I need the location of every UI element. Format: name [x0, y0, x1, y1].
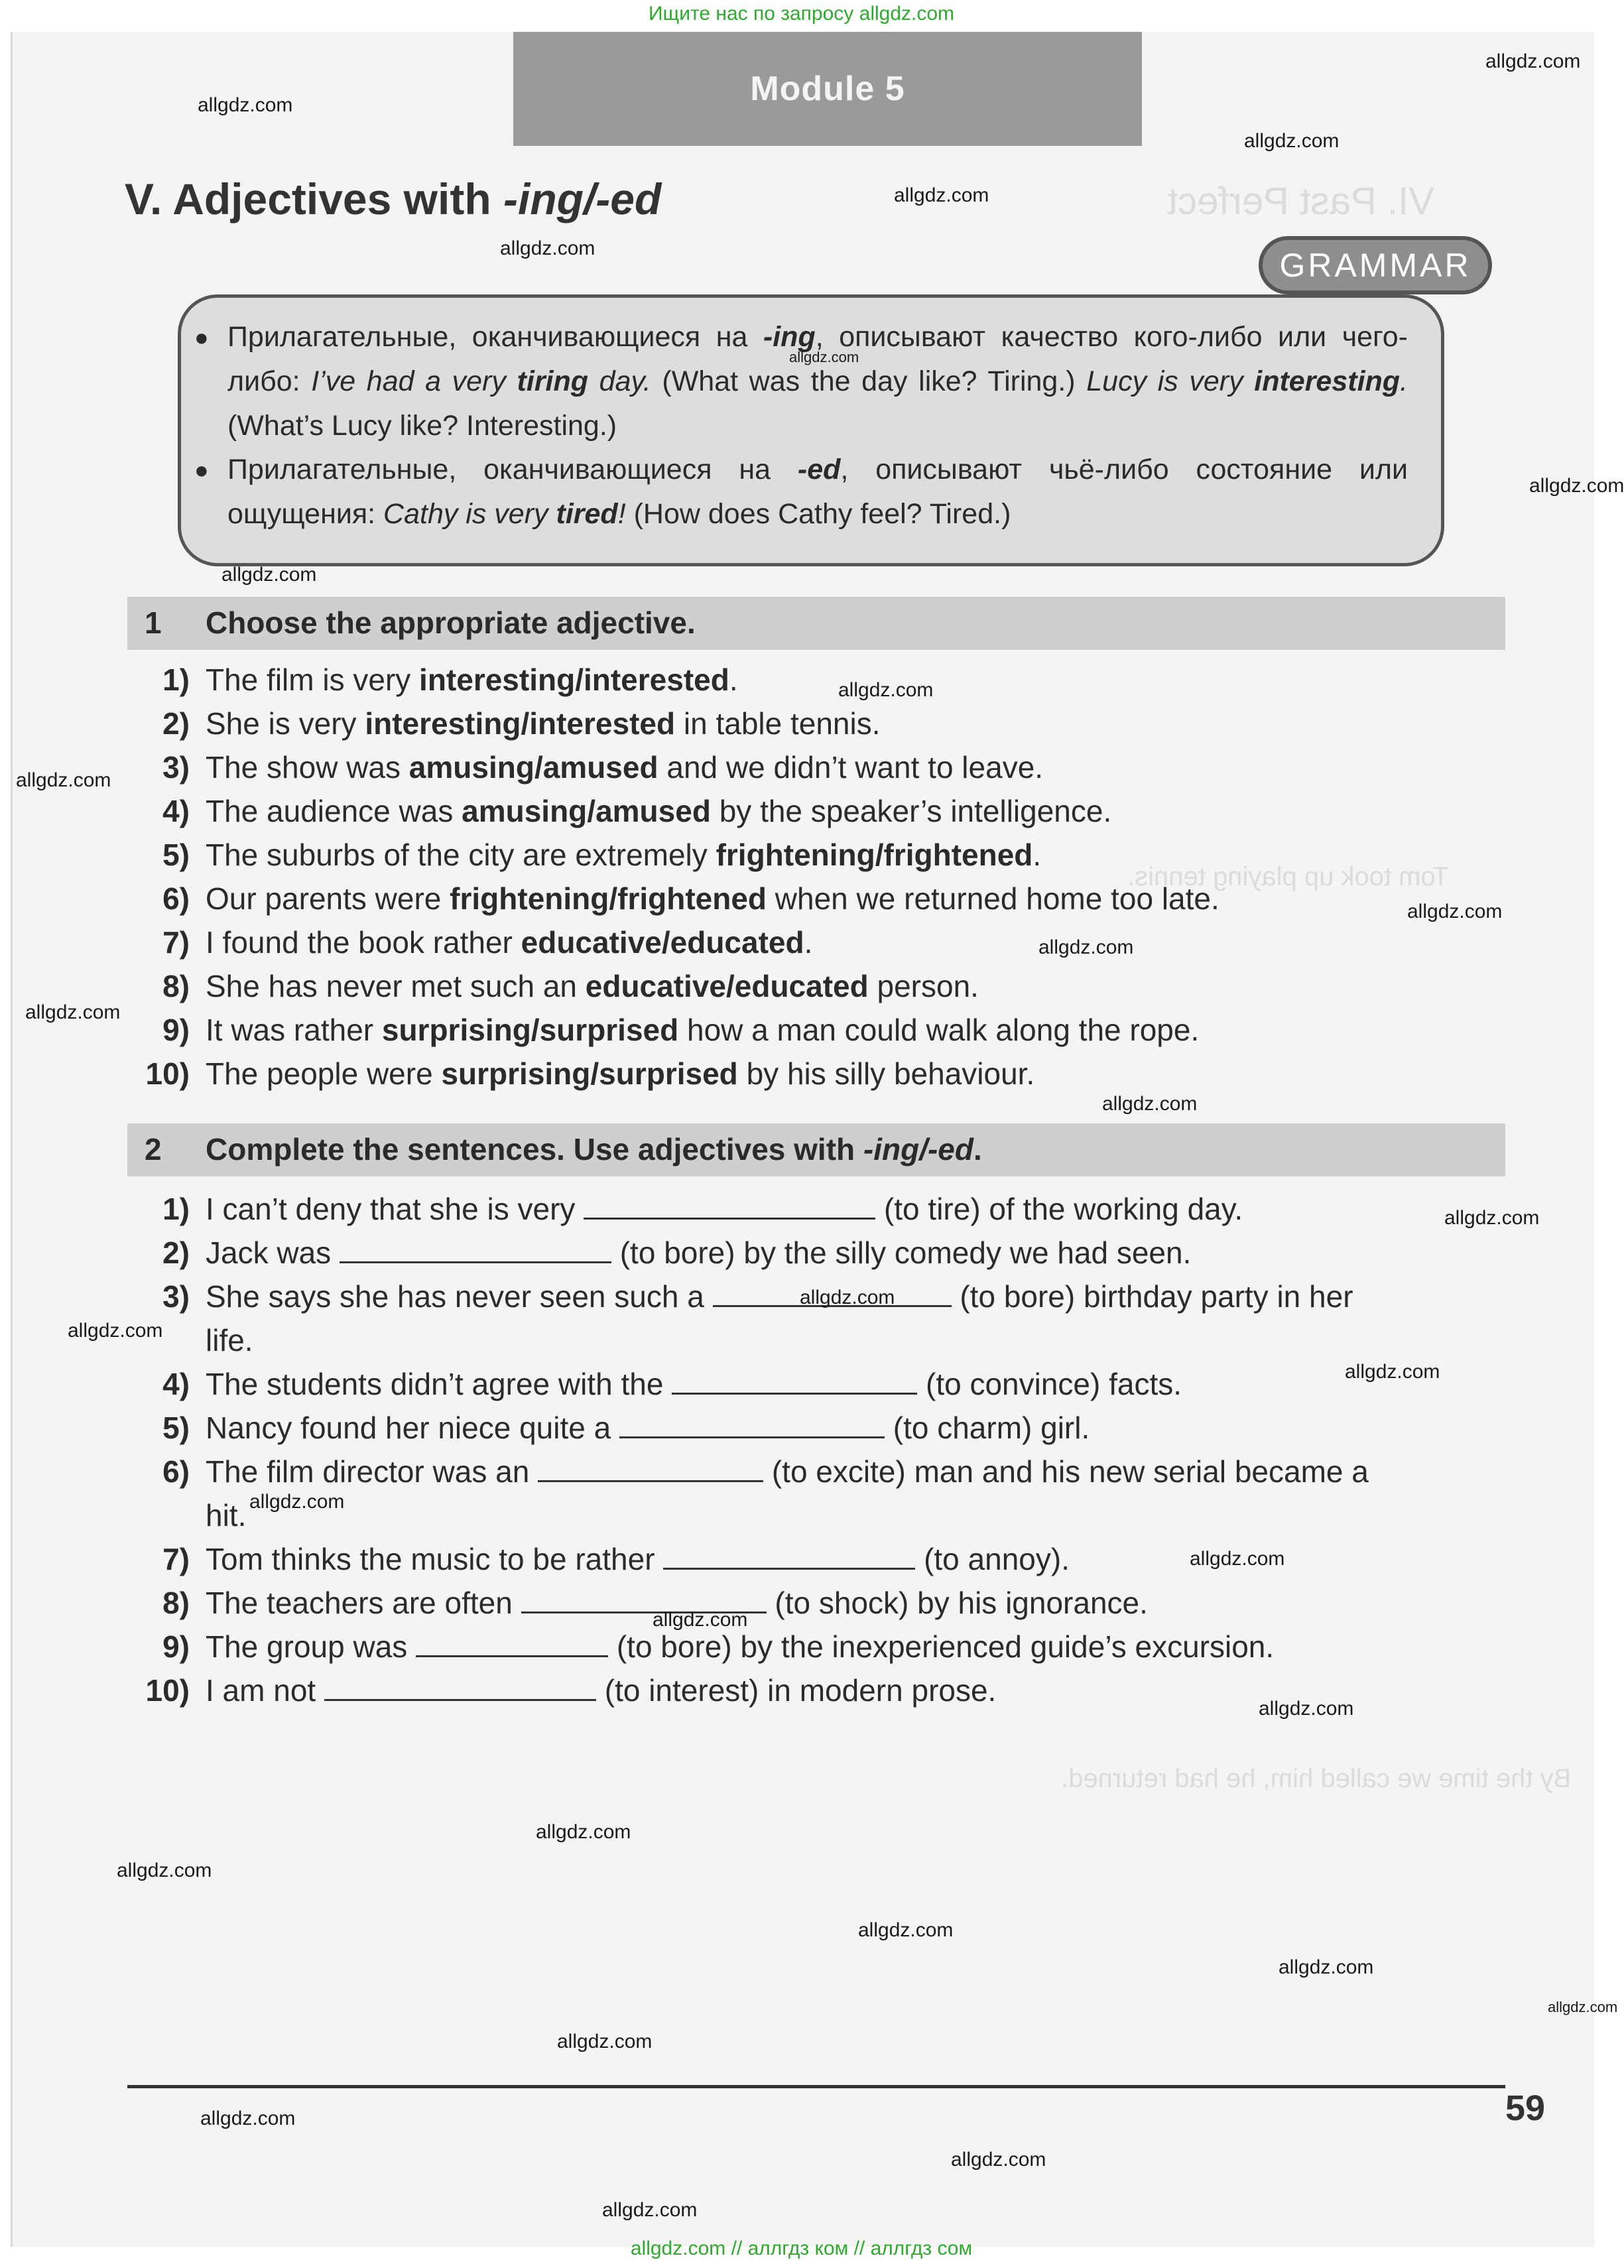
- watermark: allgdz.com: [1244, 130, 1340, 152]
- rule-ed: ● Прилагательные, оканчивающиеся на -ed, описывают чьё-либо состояние или ощущения: Cathy is very tired! (How does Cathy feel? Tired.): [227, 448, 1408, 536]
- watermark: allgdz.com: [789, 349, 859, 365]
- exercise-number: 1: [145, 605, 162, 640]
- adjective-choice: frightening/frightened: [716, 838, 1033, 872]
- answer-blank[interactable]: [324, 1672, 596, 1701]
- watermark: allgdz.com: [500, 237, 595, 259]
- watermark: allgdz.com: [200, 2108, 296, 2129]
- watermark: allgdz.com: [1444, 1207, 1540, 1229]
- page-title: V. Adjectives with -ing/-ed: [125, 174, 662, 223]
- exercise-title: Choose the appropriate adjective.: [206, 605, 696, 640]
- ex2-item: 4) The students didn’t agree with the (to convince) facts.: [162, 1367, 1182, 1401]
- exercise-title: Complete the sentences. Use adjectives with -ing/-ed.: [206, 1132, 982, 1166]
- watermark: allgdz.com: [1345, 1361, 1440, 1383]
- ex1-item: 9) It was rather surprising/surprised how a man could walk along the rope.: [162, 1013, 1200, 1047]
- ex1-item: 7) I found the book rather educative/educated.: [162, 925, 813, 960]
- watermark: allgdz.com: [1529, 475, 1624, 497]
- ex1-item: 5) The suburbs of the city are extremely frightening/frightened.: [162, 838, 1042, 872]
- bullet-icon: ●: [194, 324, 209, 351]
- top-banner[interactable]: Ищите нас по запросу allgdz.com: [648, 3, 955, 25]
- watermark: allgdz.com: [1407, 901, 1503, 922]
- watermark: allgdz.com: [557, 2031, 653, 2052]
- ex2-item: 3) She says she has never seen such a (to bore) birthday party in her: [162, 1279, 1353, 1314]
- answer-blank[interactable]: [663, 1541, 915, 1570]
- adjective-choice: amusing/amused: [408, 750, 658, 785]
- grammar-badge: [1259, 236, 1492, 294]
- watermark: allgdz.com: [951, 2149, 1046, 2171]
- bullet-icon: ●: [194, 456, 209, 483]
- ex1-item: 4) The audience was amusing/amused by the speaker’s intelligence.: [162, 794, 1112, 828]
- ex2-item: 9) The group was (to bore) by the inexperienced guide’s excursion.: [162, 1629, 1275, 1664]
- adjective-choice: surprising/surprised: [381, 1013, 679, 1047]
- watermark: allgdz.com: [198, 94, 293, 116]
- ex2-item: 7) Tom thinks the music to be rather (to annoy).: [162, 1542, 1070, 1576]
- watermark: allgdz.com: [1190, 1548, 1285, 1570]
- title-ending: -ing/-ed: [503, 174, 662, 223]
- watermark: allgdz.com: [1485, 50, 1581, 72]
- watermark: allgdz.com: [16, 769, 111, 791]
- watermark: allgdz.com: [25, 1001, 121, 1023]
- watermark: allgdz.com: [1548, 1999, 1618, 2015]
- exercise-1-header: [127, 597, 1505, 650]
- watermark: allgdz.com: [1038, 936, 1134, 958]
- watermark: allgdz.com: [858, 1919, 954, 1941]
- adjective-choice: frightening/frightened: [450, 881, 767, 916]
- module-label: Module 5: [750, 70, 905, 108]
- ex1-item: 6) Our parents were frightening/frightened when we returned home too late.: [162, 881, 1219, 916]
- page-number: 59: [1505, 2088, 1546, 2128]
- answer-blank[interactable]: [416, 1629, 608, 1657]
- ex2-item: 5) Nancy found her niece quite a (to charm) girl.: [162, 1411, 1090, 1445]
- ex1-item: 3) The show was amusing/amused and we didn’t want to leave.: [162, 750, 1044, 785]
- ex2-item-continuation: hit.: [206, 1498, 247, 1533]
- bottom-banner[interactable]: allgdz.com // аллгдз ком // аллгдз сом: [630, 2237, 973, 2259]
- grammar-label: GRAMMAR: [1279, 247, 1471, 284]
- ex1-item: 2) She is very interesting/interested in table tennis.: [162, 706, 881, 741]
- answer-blank[interactable]: [672, 1366, 917, 1395]
- ex2-item: 1) I can’t deny that she is very (to tire) of the working day.: [162, 1192, 1243, 1226]
- answer-blank[interactable]: [340, 1235, 611, 1263]
- ex1-item: 10) The people were surprising/surprised by his silly behaviour.: [145, 1056, 1035, 1091]
- ex2-item: 6) The film director was an (to excite) man and his new serial became a: [162, 1454, 1369, 1489]
- adjective-choice: educative/educated: [585, 969, 869, 1003]
- adjective-choice: educative/educated: [521, 925, 804, 960]
- exercise-2-header: [127, 1123, 1505, 1176]
- exercise-number: 2: [145, 1132, 162, 1166]
- bleed-through-text: VI. Past Perfect: [1167, 180, 1434, 223]
- watermark: allgdz.com: [117, 1859, 212, 1881]
- watermark: allgdz.com: [653, 1609, 748, 1631]
- watermark: allgdz.com: [602, 2199, 698, 2221]
- ex2-item: 2) Jack was (to bore) by the silly comedy we had seen.: [162, 1235, 1192, 1270]
- ex1-item: 1) The film is very interesting/interested.: [162, 662, 738, 697]
- watermark: allgdz.com: [221, 564, 317, 586]
- watermark: allgdz.com: [1279, 1956, 1374, 1978]
- ex2-item: 8) The teachers are often (to shock) by his ignorance.: [162, 1586, 1148, 1620]
- adjective-choice: interesting/interested: [419, 662, 729, 697]
- answer-blank[interactable]: [619, 1410, 885, 1438]
- footer-divider: [127, 2085, 1505, 2088]
- watermark: allgdz.com: [894, 184, 989, 206]
- watermark: allgdz.com: [1259, 1698, 1354, 1720]
- ex1-item: 8) She has never met such an educative/educated person.: [162, 969, 979, 1003]
- adjective-choice: surprising/surprised: [441, 1056, 738, 1091]
- rule-ing: ● Прилагательные, оканчивающиеся на -ing, описывают качество кого-либо или чего-либо: I’ve had a very tiring day. (What was the day like? Tiring.) Lucy is very interesting. (What’s Lucy like? Interesting.): [227, 315, 1408, 448]
- adjective-choice: amusing/amused: [462, 794, 711, 828]
- watermark: allgdz.com: [536, 1821, 631, 1843]
- answer-blank[interactable]: [538, 1454, 763, 1482]
- watermark: allgdz.com: [1102, 1093, 1198, 1115]
- watermark: allgdz.com: [68, 1320, 163, 1342]
- watermark: allgdz.com: [838, 679, 934, 701]
- watermark: allgdz.com: [249, 1491, 345, 1513]
- adjective-choice: interesting/interested: [365, 706, 676, 741]
- bleed-through-text: By the time we called him, he had returned.: [1061, 1764, 1572, 1793]
- bleed-through-text: Tom took up playing tennis.: [1127, 862, 1449, 891]
- ex2-item: 10) I am not (to interest) in modern prose.: [145, 1673, 997, 1708]
- ex2-item-continuation: life.: [206, 1323, 253, 1357]
- grammar-rules-box: [178, 294, 1444, 566]
- answer-blank[interactable]: [584, 1191, 875, 1220]
- module-tab: [513, 32, 1142, 146]
- watermark: allgdz.com: [800, 1287, 895, 1308]
